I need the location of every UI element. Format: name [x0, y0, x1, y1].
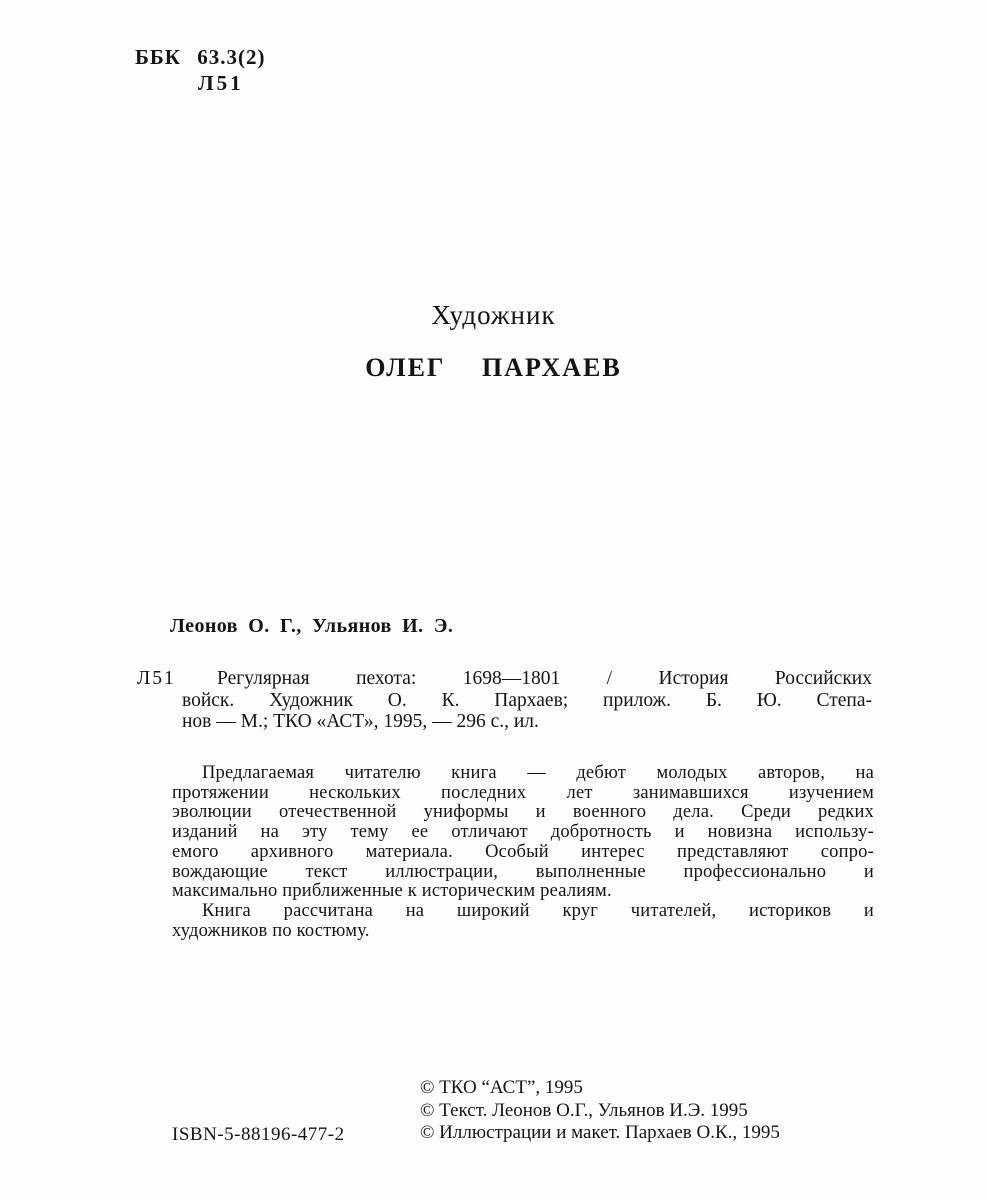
bibliographic-record — [182, 668, 872, 733]
bib-line: войск. Художник О. К. Пархаев; прилож. Б. Ю. Степа- — [182, 689, 872, 711]
bbk-classification: ББК 63.3(2) — [135, 45, 266, 69]
copyright-line: © Текст. Леонов О.Г., Ульянов И.Э. 1995 — [420, 1099, 748, 1121]
isbn-number: ISBN-5-88196-477-2 — [172, 1124, 345, 1145]
copyright-block — [420, 1077, 780, 1145]
annotation-paragraph-1 — [172, 764, 874, 902]
bib-line: Регулярная пехота: 1698—1801 / История Российских — [217, 668, 872, 689]
annotation-line: протяжении нескольких последних лет занимавшихся изучением — [172, 782, 874, 803]
annotation-block — [172, 764, 874, 941]
bbk-block — [135, 44, 265, 96]
annotation-line: вождающие текст иллюстрации, выполненные профессионально и — [172, 861, 874, 882]
annotation-line: емого архивного материала. Особый интерес представляют сопро- — [172, 841, 874, 862]
bbk-author-code: Л51 — [198, 71, 244, 95]
copyright-line: © Иллюстрации и макет. Пархаев О.К., 1995 — [420, 1122, 780, 1144]
annotation-line: максимально приближенные к историческим реалиям. — [172, 881, 612, 902]
copyright-line: © ТКО “АСТ”, 1995 — [420, 1077, 583, 1098]
annotation-line: художников по костюму. — [172, 920, 370, 941]
artist-label: Художник — [431, 300, 556, 330]
annotation-line: эволюции отечественной униформы и военного дела. Среди редких — [172, 802, 874, 823]
annotation-line: Книга рассчитана на широкий круг читателей, историков и — [202, 900, 874, 921]
annotation-line: Предлагаемая читателю книга — дебют молодых авторов, на — [202, 763, 874, 783]
authors-heading: Леонов О. Г., Ульянов И. Э. — [170, 615, 454, 637]
bib-line: нов — М.; ТКО «АСТ», 1995, — 296 с., ил. — [182, 711, 539, 732]
artist-name: ОЛЕГ ПАРХАЕВ — [365, 353, 622, 382]
catalog-code: Л51 — [137, 668, 176, 689]
annotation-paragraph-2 — [172, 902, 874, 941]
annotation-line: изданий на эту тему ее отличают добротность и новизна использу- — [172, 822, 874, 843]
